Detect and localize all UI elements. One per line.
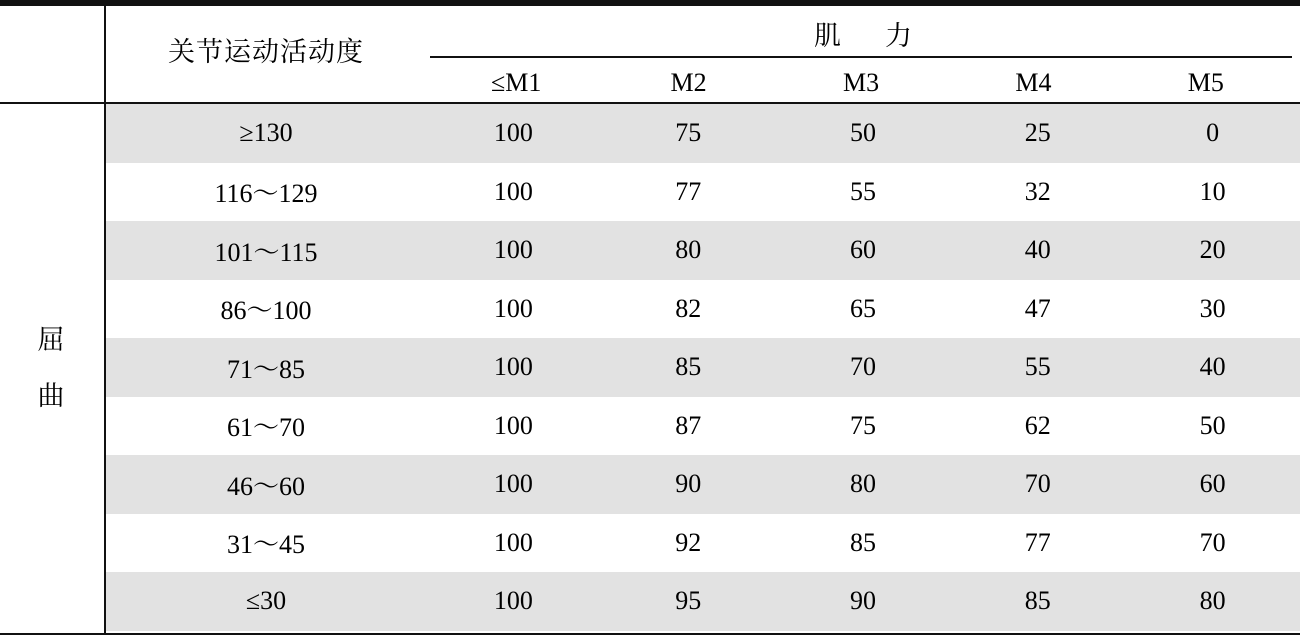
cell-m4: 40 xyxy=(1024,235,1051,265)
cell-rom: 31～45 xyxy=(226,530,305,560)
cell-m3: 55 xyxy=(849,176,876,206)
cell-m3: 90 xyxy=(849,586,876,616)
table-header xyxy=(0,6,1300,102)
header-col-m5: M5 xyxy=(1187,68,1224,97)
cell-m4: 77 xyxy=(1024,527,1051,557)
cell-m1: 100 xyxy=(493,527,533,557)
cell-m5: 30 xyxy=(1199,293,1226,323)
cell-m2: 92 xyxy=(675,527,702,557)
cell-rom: 46～60 xyxy=(226,471,305,501)
cell-m2: 82 xyxy=(675,293,702,323)
cell-m2: 87 xyxy=(675,410,702,440)
table-rows xyxy=(106,104,1300,631)
cell-rom: 116～129 xyxy=(214,179,318,209)
cell-m3: 85 xyxy=(849,527,876,557)
header-strength-label-part2: 力 xyxy=(885,21,912,51)
cell-m4: 62 xyxy=(1024,410,1051,440)
stub-cell-label xyxy=(38,312,67,424)
cell-rom: 101～115 xyxy=(214,237,318,267)
cell-m5: 0 xyxy=(1206,118,1220,148)
cell-m4: 25 xyxy=(1024,118,1051,148)
cell-m3: 80 xyxy=(849,469,876,499)
cell-m1: 100 xyxy=(493,293,533,323)
cell-m3: 75 xyxy=(849,410,876,440)
stub-label-line2: 曲 xyxy=(37,380,67,411)
table-body xyxy=(0,104,1300,631)
cell-m5: 40 xyxy=(1199,352,1226,382)
cell-m4: 85 xyxy=(1024,586,1051,616)
cell-m4: 70 xyxy=(1024,469,1051,499)
cell-m2: 75 xyxy=(675,118,702,148)
header-col-m1: ≤M1 xyxy=(491,68,542,97)
cell-m2: 90 xyxy=(675,469,702,499)
cell-m4: 32 xyxy=(1024,176,1051,206)
table-row xyxy=(106,455,1300,514)
header-rom-label: 关节运动活动度 xyxy=(168,37,364,67)
cell-m1: 100 xyxy=(493,586,533,616)
cell-m5: 20 xyxy=(1199,235,1226,265)
cell-m4: 47 xyxy=(1024,293,1051,323)
cell-rom: 71～85 xyxy=(226,354,305,384)
cell-m5: 10 xyxy=(1199,176,1226,206)
cell-m5: 60 xyxy=(1199,469,1226,499)
stub-label-line1: 屈 xyxy=(37,324,67,355)
cell-m2: 85 xyxy=(675,352,702,382)
table-row xyxy=(106,104,1300,163)
header-col-m2: M2 xyxy=(670,68,707,97)
cell-m3: 65 xyxy=(849,293,876,323)
table-row xyxy=(106,163,1300,222)
table-row xyxy=(106,221,1300,280)
table-row xyxy=(106,280,1300,339)
cell-m1: 100 xyxy=(493,410,533,440)
cell-m3: 70 xyxy=(849,352,876,382)
cell-m3: 60 xyxy=(849,235,876,265)
table-row xyxy=(106,514,1300,573)
header-strength-label-part1: 肌 xyxy=(814,21,841,51)
cell-rom: 86～100 xyxy=(220,296,312,326)
cell-m2: 80 xyxy=(675,235,702,265)
cell-m1: 100 xyxy=(493,118,533,148)
cell-m1: 100 xyxy=(493,235,533,265)
table-row xyxy=(106,338,1300,397)
header-strength-label xyxy=(430,14,1296,53)
stub-cell-flexion xyxy=(0,104,104,631)
cell-m4: 55 xyxy=(1024,352,1051,382)
cell-m1: 100 xyxy=(493,469,533,499)
strength-column-headers xyxy=(430,62,1292,106)
table-row xyxy=(106,572,1300,631)
cell-m2: 95 xyxy=(675,586,702,616)
cell-m5: 50 xyxy=(1199,410,1226,440)
header-col-m4: M4 xyxy=(1015,68,1052,97)
cell-rom: 61～70 xyxy=(226,413,305,443)
cell-m3: 50 xyxy=(849,118,876,148)
cell-rom: ≤30 xyxy=(245,586,287,616)
strength-subheader-rule xyxy=(430,56,1292,58)
cell-rom: ≥130 xyxy=(239,118,293,148)
cell-m5: 80 xyxy=(1199,586,1226,616)
cell-m5: 70 xyxy=(1199,527,1226,557)
cell-m1: 100 xyxy=(493,352,533,382)
cell-m1: 100 xyxy=(493,176,533,206)
header-col-m3: M3 xyxy=(842,68,880,97)
cell-m2: 77 xyxy=(675,176,702,206)
table-row xyxy=(106,397,1300,456)
